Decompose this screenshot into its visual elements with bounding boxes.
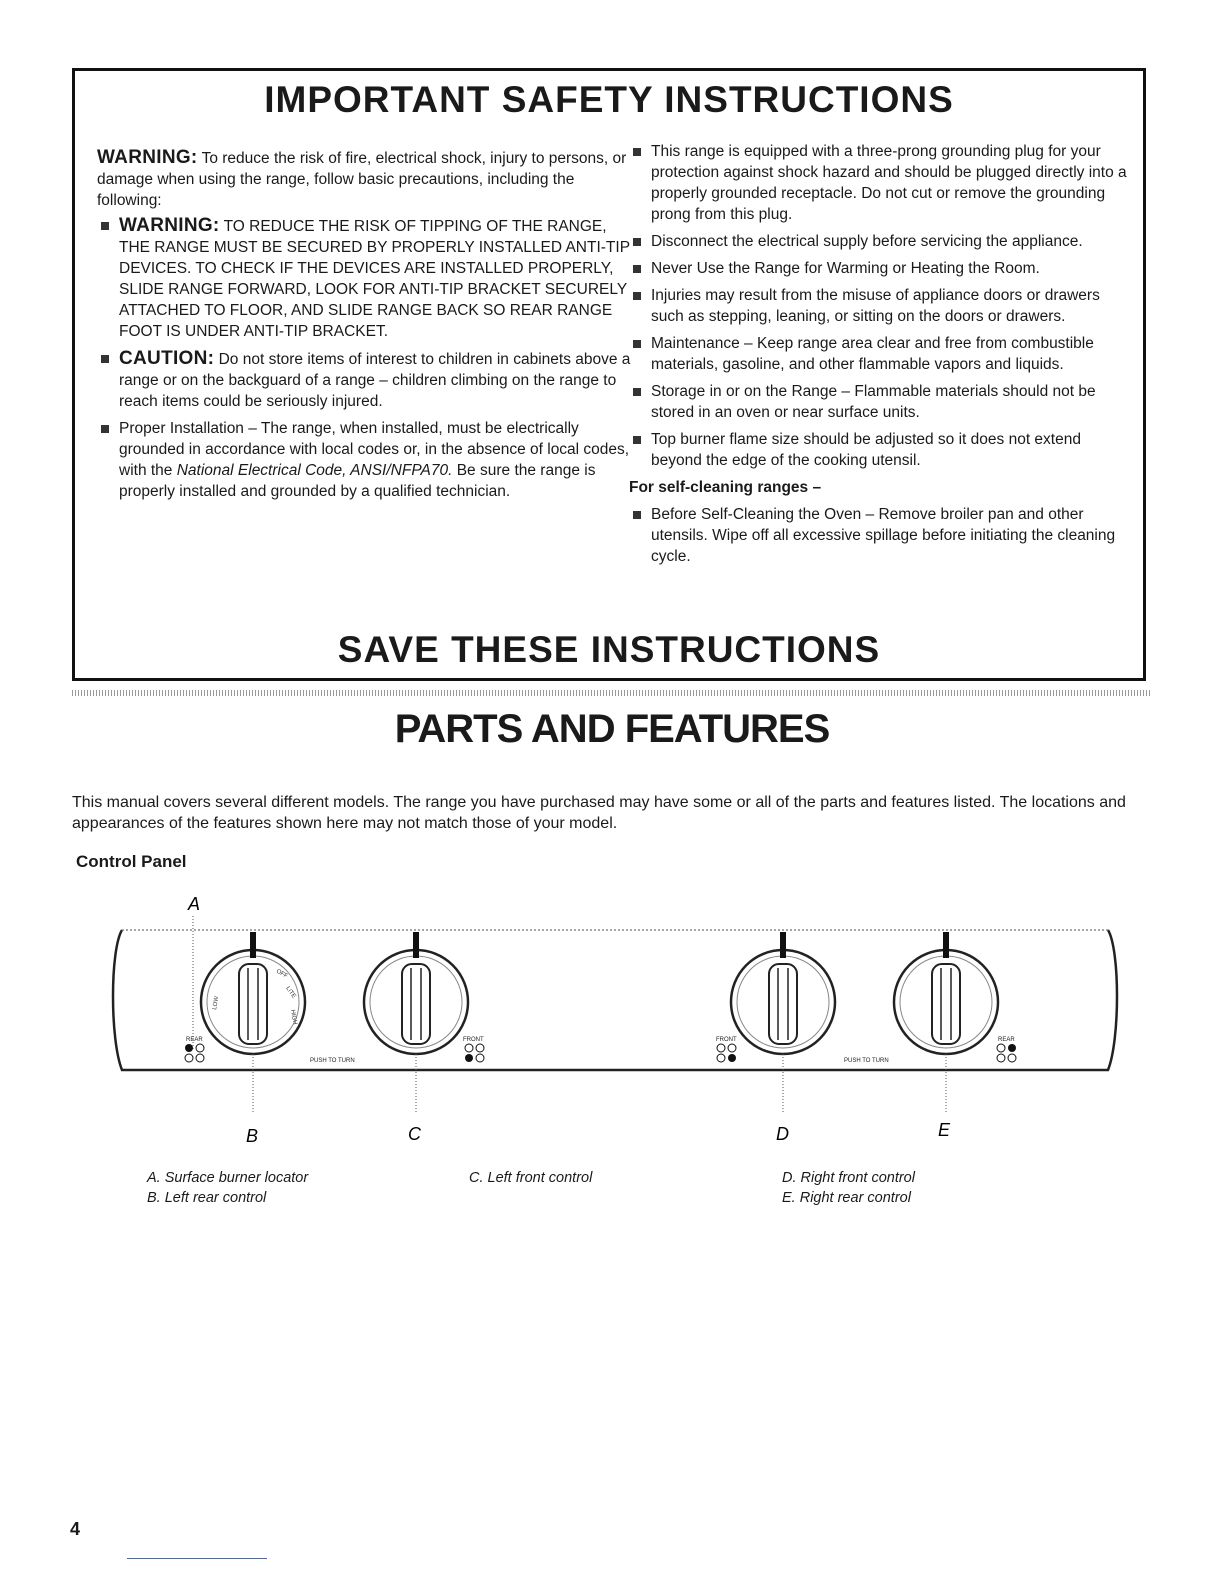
legend-column-3 [782,1168,915,1208]
knob-right-front [731,932,835,1054]
safety-right-list [629,141,1129,471]
legend-item: A. Surface burner locator [147,1170,309,1186]
list-item: This range is equipped with a three-prong grounding plug for your protection against shock hazard and should be plugged directly into a properly grounded receptacle. Do not cut or remove the grounding prong from this plug. [629,141,1129,225]
warning-label: WARNING: [97,147,198,168]
list-item [97,348,637,412]
safety-right-column [629,141,1129,573]
knob-label-low: LOW [212,995,221,1011]
knob-right-rear [894,932,998,1054]
legend-column-2 [469,1168,592,1188]
safety-box [72,68,1146,681]
safety-title: IMPORTANT SAFETY INSTRUCTIONS [264,79,954,120]
push-to-turn-left: PUSH TO TURN [310,1058,355,1064]
knob-label-high: HIGH [289,1009,298,1026]
label-d: D [776,1124,789,1144]
rear-label-left: REAR [186,1037,203,1043]
legend-item: C. Left front control [469,1170,593,1186]
label-c: C [408,1124,421,1144]
list-item: Before Self-Cleaning the Oven – Remove broiler pan and other utensils. Wipe off all excessive spillage before initiating the cleaning cycle. [629,504,1129,567]
knob-left-front [364,932,468,1054]
list-item [97,215,637,342]
self-cleaning-heading: For self-cleaning ranges – [629,479,822,496]
list-item: Top burner flame size should be adjusted so it does not extend beyond the edge of the cooking utensil. [629,429,1129,471]
page-number: 4 [70,1519,81,1539]
list-item: Never Use the Range for Warming or Heating the Room. [629,258,1129,279]
list-item: Disconnect the electrical supply before servicing the appliance. [629,231,1129,252]
label-a: A [188,894,201,914]
save-title: SAVE THESE INSTRUCTIONS [337,629,881,670]
item-label: WARNING: [119,215,220,236]
label-b: B [246,1126,259,1146]
item-text: Be sure the range is properly installed and grounded by a qualified technician. [119,462,596,500]
parts-intro: This manual covers several different models. The range you have purchased may have some or all of the parts and features listed. The locations and appearances of the features shown here may not match those of your model. [72,794,1126,832]
label-e: E [938,1120,951,1140]
legend-item: B. Left rear control [147,1190,267,1206]
burner-locator-icon [717,1044,736,1062]
item-citation: National Electrical Code, ANSI/NFPA70. [176,462,453,479]
section-divider [72,690,1152,696]
warning-text: To reduce the risk of fire, electrical shock, injury to persons, or damage when using the range, follow basic precautions, including the following: [97,150,627,209]
list-item: Maintenance – Keep range area clear and free from combustible materials, gasoline, and other flammable vapors and liquids. [629,333,1129,375]
burner-locator-icon [997,1044,1016,1062]
burner-locator-icon [465,1044,484,1062]
list-item: Storage in or on the Range – Flammable materials should not be stored in an oven or near surface units. [629,381,1129,423]
self-cleaning-list [629,504,1129,567]
footer-line [127,1558,267,1559]
burner-locator-icon [185,1044,204,1062]
safety-left-list [97,215,637,502]
push-to-turn-right: PUSH TO TURN [844,1058,889,1064]
rear-label-right: REAR [998,1037,1015,1043]
item-text: Proper Installation – The range, when installed, must be electrically grounded in accordance with local codes or, in the absence of local codes, with the [119,420,630,479]
control-panel-heading: Control Panel [76,852,187,871]
front-label-left: FRONT [463,1037,484,1043]
item-text: Do not store items of interest to children in cabinets above a range or on the backguard of a range – children climbing on the range to reach items could be seriously injured. [119,351,631,410]
control-panel-diagram [108,890,1128,1150]
front-label-right: FRONT [716,1037,737,1043]
knob-label-lite: LITE [284,985,297,1000]
item-text: TO REDUCE THE RISK OF TIPPING OF THE RANGE, THE RANGE MUST BE SECURED BY PROPERLY INSTALLED ANTI-TIP DEVICES. TO CHECK IF THE DEVICES ARE INSTALLED PROPERLY, SLIDE RANGE FORWARD, LOOK FOR ANTI-TIP BRACKET SECURELY ATTACHED TO FLOOR, AND SLIDE RANGE BACK SO REAR RANGE FOOT IS UNDER ANTI-TIP BRACKET. [119,218,630,340]
legend-column-1 [147,1168,308,1208]
knob-label-off: OFF [275,968,289,980]
warning-paragraph [97,147,637,211]
list-item [97,418,637,502]
legend-item: D. Right front control [782,1170,915,1186]
item-label: CAUTION: [119,348,215,369]
legend-item: E. Right rear control [782,1190,911,1206]
safety-left-column [97,147,637,508]
list-item: Injuries may result from the misuse of appliance doors or drawers such as stepping, leaning, or sitting on the doors or drawers. [629,285,1129,327]
parts-title: PARTS AND FEATURES [394,707,830,751]
